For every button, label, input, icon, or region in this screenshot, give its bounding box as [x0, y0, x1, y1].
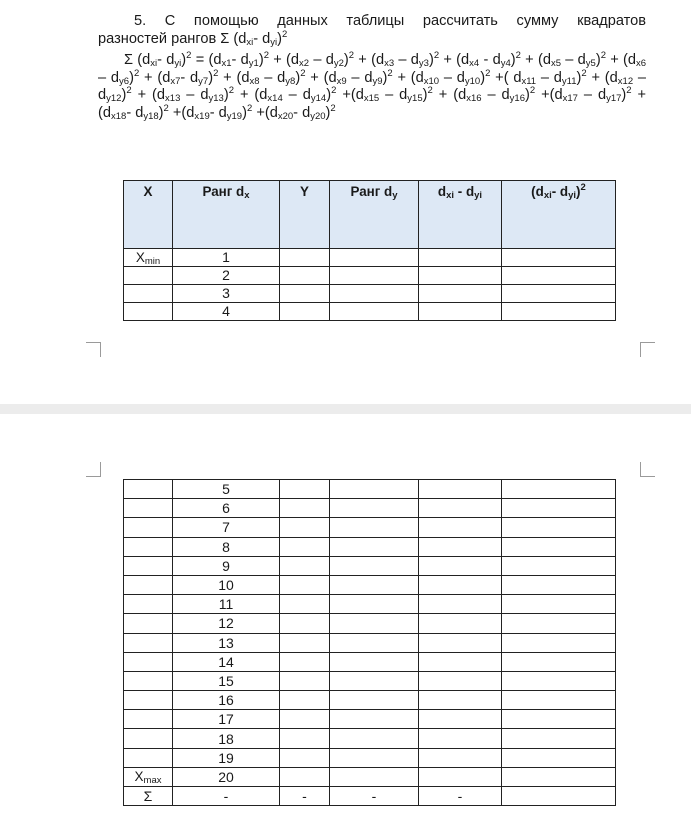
y-cell [280, 767, 330, 786]
rank-dx-cell: 6 [173, 499, 280, 518]
table-row [124, 249, 616, 267]
diff-squared-cell [502, 652, 616, 671]
y-cell [280, 285, 330, 303]
table-row [124, 480, 616, 499]
rank-dx-cell: 17 [173, 710, 280, 729]
diff-cell [419, 537, 502, 556]
x-cell: $X_{max}$ [124, 767, 173, 786]
rank-dy-cell [330, 499, 419, 518]
diff-cell [419, 249, 502, 267]
diff-cell [419, 285, 502, 303]
rank-dx-cell: 8 [173, 537, 280, 556]
table-row [124, 499, 616, 518]
diff-cell [419, 575, 502, 594]
diff-cell [419, 518, 502, 537]
y-cell [280, 652, 330, 671]
rank-dy-cell [330, 767, 419, 786]
diff-squared-cell [502, 249, 616, 267]
task-line-1: 5. С помощью данных таблицы рассчитать сумму квадратов [134, 13, 646, 29]
task-line-2: разностей рангов Σ ($d_{xi}-$ $d_{yi})^2$ [98, 28, 288, 48]
diff-cell [419, 303, 502, 321]
rank-dy-cell [330, 556, 419, 575]
diff-squared-cell [502, 267, 616, 285]
diff-squared-cell [502, 480, 616, 499]
rank-dy-cell [330, 249, 419, 267]
y-cell [280, 729, 330, 748]
y-cell [280, 537, 330, 556]
table-row [124, 652, 616, 671]
header-rank-dx: Ранг $d_x$ [173, 181, 280, 249]
rank-dy-cell [330, 710, 419, 729]
x-cell [124, 614, 173, 633]
page-1 [0, 0, 691, 404]
diff-cell [419, 671, 502, 690]
header-diff-squared: ($d_{xi}-$ $d_{yi})^2$ [502, 181, 616, 249]
diff-squared-cell [502, 595, 616, 614]
rank-dy-cell [330, 518, 419, 537]
rank-table-part-2 [123, 479, 616, 806]
table-row [124, 691, 616, 710]
table-row [124, 748, 616, 767]
diff-cell [419, 729, 502, 748]
y-cell [280, 303, 330, 321]
x-cell [124, 671, 173, 690]
sum-y: - [280, 787, 330, 806]
rank-dx-cell: 5 [173, 480, 280, 499]
x-cell [124, 729, 173, 748]
rank-dy-cell [330, 633, 419, 652]
diff-cell [419, 691, 502, 710]
y-cell [280, 633, 330, 652]
rank-dx-cell: 1 [173, 249, 280, 267]
rank-dx-cell: 14 [173, 652, 280, 671]
y-cell [280, 575, 330, 594]
rank-dy-cell [330, 652, 419, 671]
diff-squared-cell [502, 575, 616, 594]
rank-dy-cell [330, 575, 419, 594]
diff-squared-cell [502, 710, 616, 729]
table-row [124, 633, 616, 652]
x-cell [124, 267, 173, 285]
header-y: Y [280, 181, 330, 249]
rank-dy-cell [330, 729, 419, 748]
y-cell [280, 614, 330, 633]
sum-rank-dx: - [173, 787, 280, 806]
y-cell [280, 556, 330, 575]
rank-dy-cell [330, 537, 419, 556]
x-cell [124, 575, 173, 594]
x-cell [124, 285, 173, 303]
y-cell [280, 267, 330, 285]
diff-squared-cell [502, 767, 616, 786]
table-row [124, 710, 616, 729]
diff-cell [419, 480, 502, 499]
rank-dx-cell: 18 [173, 729, 280, 748]
x-cell [124, 691, 173, 710]
rank-dy-cell [330, 303, 419, 321]
diff-squared-cell [502, 691, 616, 710]
rank-dx-cell: 15 [173, 671, 280, 690]
table-row [124, 767, 616, 786]
diff-cell [419, 633, 502, 652]
sum-diff: - [419, 787, 502, 806]
y-cell [280, 691, 330, 710]
rank-dy-cell [330, 595, 419, 614]
rank-dx-cell: 10 [173, 575, 280, 594]
x-cell [124, 480, 173, 499]
rank-dx-cell: 9 [173, 556, 280, 575]
diff-cell [419, 748, 502, 767]
formula-expansion: Σ ($d_{xi}-$ $d_{yi})^2 = (d_{x1}-$ $d_{y1})^2 + (d_{x2} - d_{y2})^2 + (d_{x3} - d_{y3})^2 + (d_{x4} - d_{y4})^2 + (d_{x5} - d_{y5})^2 + (d_{x6} - d_{y6})^2 + (d_{x7}-$ $d_{y7})^2 + (d_{x8} - d_{y8})^2 + (d_{x9} - d_{y9})^2 + (d_{x10} - d_{y10})^2$ +( $d_{x11} - d_{y11})^2 + (d_{x12} - d_{y12})^2 + (d_{x13} - d_{y13})^2 + (d_{x14} - d_{y14})^2 +(d_{x15} - d_{y15})^2 + (d_{x16} - d_{y16})^2 +(d_{x17} - d_{y17})^2 + (d_{x18}-$ $d_{y18})^2 +(d_{x19}-$ $d_{y19})^2 +(d_{x20}-$ $d_{y20})^2$ [98, 50, 647, 122]
rank-dy-cell [330, 671, 419, 690]
header-x: X [124, 181, 173, 249]
diff-squared-cell [502, 303, 616, 321]
rank-dy-cell [330, 285, 419, 303]
diff-cell [419, 614, 502, 633]
x-cell [124, 499, 173, 518]
x-cell [124, 303, 173, 321]
rank-dy-cell [330, 748, 419, 767]
diff-squared-cell [502, 518, 616, 537]
rank-dx-cell: 7 [173, 518, 280, 537]
rank-dx-cell: 19 [173, 748, 280, 767]
table-row [124, 729, 616, 748]
rank-dx-cell: 16 [173, 691, 280, 710]
diff-squared-cell [502, 748, 616, 767]
diff-squared-cell [502, 633, 616, 652]
diff-cell [419, 267, 502, 285]
diff-cell [419, 710, 502, 729]
sum-rank-dy: - [330, 787, 419, 806]
x-cell [124, 652, 173, 671]
x-cell [124, 748, 173, 767]
y-cell [280, 249, 330, 267]
x-cell [124, 633, 173, 652]
diff-cell [419, 499, 502, 518]
table-row [124, 303, 616, 321]
y-cell [280, 748, 330, 767]
sum-label: Σ [124, 787, 173, 806]
rank-dy-cell [330, 691, 419, 710]
sum-row [124, 787, 616, 806]
y-cell [280, 499, 330, 518]
x-cell [124, 537, 173, 556]
y-cell [280, 518, 330, 537]
rank-dx-cell: 11 [173, 595, 280, 614]
rank-dx-cell: 2 [173, 267, 280, 285]
table-row [124, 537, 616, 556]
diff-squared-cell [502, 614, 616, 633]
diff-cell [419, 595, 502, 614]
rank-dx-cell: 13 [173, 633, 280, 652]
y-cell [280, 671, 330, 690]
rank-dx-cell: 12 [173, 614, 280, 633]
table-header-row [124, 181, 616, 249]
rank-dy-cell [330, 267, 419, 285]
page-separator [0, 404, 691, 414]
x-cell [124, 556, 173, 575]
diff-squared-cell [502, 499, 616, 518]
rank-dy-cell [330, 614, 419, 633]
table-row [124, 267, 616, 285]
sum-diff-squared [502, 787, 616, 806]
diff-cell [419, 767, 502, 786]
x-cell [124, 710, 173, 729]
header-diff: $d_{xi} - d_{yi}$ [419, 181, 502, 249]
rank-dy-cell [330, 480, 419, 499]
x-cell [124, 518, 173, 537]
diff-cell [419, 556, 502, 575]
diff-squared-cell [502, 671, 616, 690]
diff-cell [419, 652, 502, 671]
rank-dx-cell: 4 [173, 303, 280, 321]
y-cell [280, 480, 330, 499]
rank-dx-cell: 3 [173, 285, 280, 303]
diff-squared-cell [502, 729, 616, 748]
rank-dx-cell: 20 [173, 767, 280, 786]
margin-corner-mark [640, 342, 655, 357]
table-row [124, 614, 616, 633]
margin-corner-mark [640, 462, 655, 477]
x-cell [124, 595, 173, 614]
diff-squared-cell [502, 285, 616, 303]
margin-corner-mark [86, 462, 101, 477]
table-row [124, 671, 616, 690]
rank-table-part-1 [123, 180, 616, 321]
table-row [124, 285, 616, 303]
diff-squared-cell [502, 537, 616, 556]
diff-squared-cell [502, 556, 616, 575]
header-rank-dy: Ранг $d_y$ [330, 181, 419, 249]
table-row [124, 518, 616, 537]
table-row [124, 595, 616, 614]
table-row [124, 556, 616, 575]
x-cell: $X_{min}$ [124, 249, 173, 267]
table-row [124, 575, 616, 594]
margin-corner-mark [86, 342, 101, 357]
task-heading [98, 13, 646, 48]
y-cell [280, 595, 330, 614]
y-cell [280, 710, 330, 729]
